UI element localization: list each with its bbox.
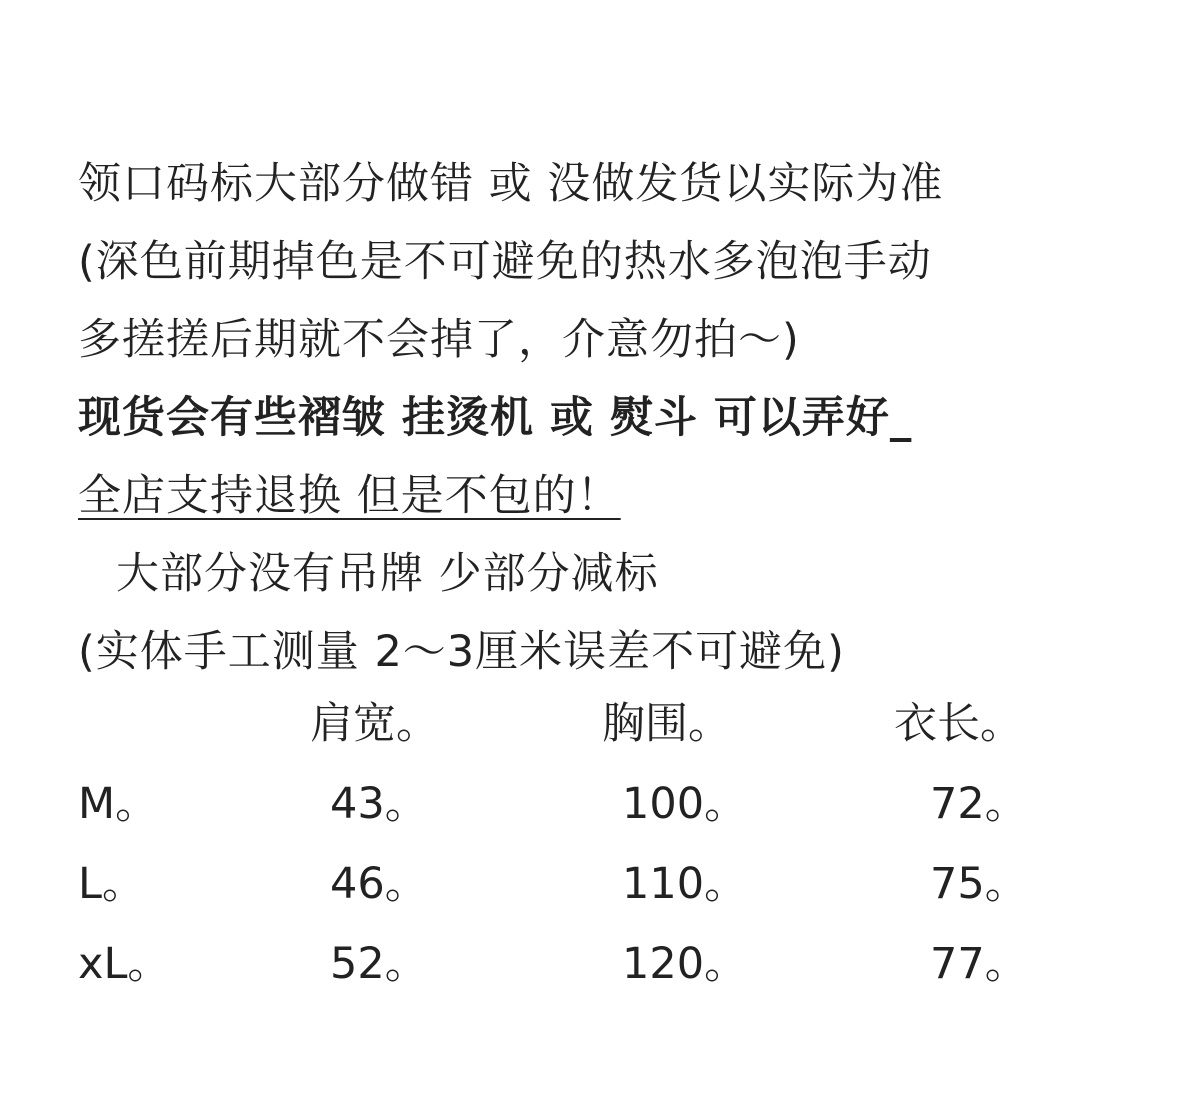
table-row	[78, 920, 1098, 1000]
shoulder-value: 46。	[330, 858, 428, 909]
length-value: 72。	[930, 778, 1028, 829]
header-size-label	[78, 680, 310, 760]
length-value: 75。	[930, 858, 1028, 909]
table-row	[78, 760, 1098, 840]
size-chart-header-row	[78, 680, 1098, 760]
shoulder-value: 52。	[330, 938, 428, 989]
header-shoulder-width: 肩宽。	[310, 698, 439, 749]
table-row	[78, 840, 1098, 920]
size-label: L。	[78, 858, 145, 909]
shoulder-value: 43。	[330, 778, 428, 829]
note-line-color-fading: (深色前期掉色是不可避免的热水多泡泡手动	[78, 237, 932, 287]
length-value: 77。	[930, 938, 1028, 989]
note-line-tags: 大部分没有吊牌 少部分减标	[116, 549, 659, 599]
header-chest: 胸围。	[602, 698, 731, 749]
returns-policy-text: 全店支持退换 但是不包的！	[78, 471, 621, 521]
size-label: M。	[78, 778, 159, 829]
chest-value: 110。	[622, 858, 748, 909]
note-block	[78, 145, 1138, 691]
note-line-collar-label: 领口码标大部分做错 或 没做发货以实际为准	[78, 159, 944, 209]
note-line-rub-wash: 多搓搓后期就不会掉了，介意勿拍～)	[78, 315, 800, 365]
chest-value: 120。	[622, 938, 748, 989]
note-line-wrinkles: 现货会有些褶皱 挂烫机 或 熨斗 可以弄好_	[78, 393, 913, 443]
note-line-returns	[78, 457, 1138, 535]
size-label: xL。	[78, 938, 171, 989]
size-chart-table	[78, 680, 1098, 1000]
chest-value: 100。	[622, 778, 748, 829]
note-line-measurement: (实体手工测量 2～3厘米误差不可避免)	[78, 627, 845, 677]
header-length: 衣长。	[894, 698, 1023, 749]
